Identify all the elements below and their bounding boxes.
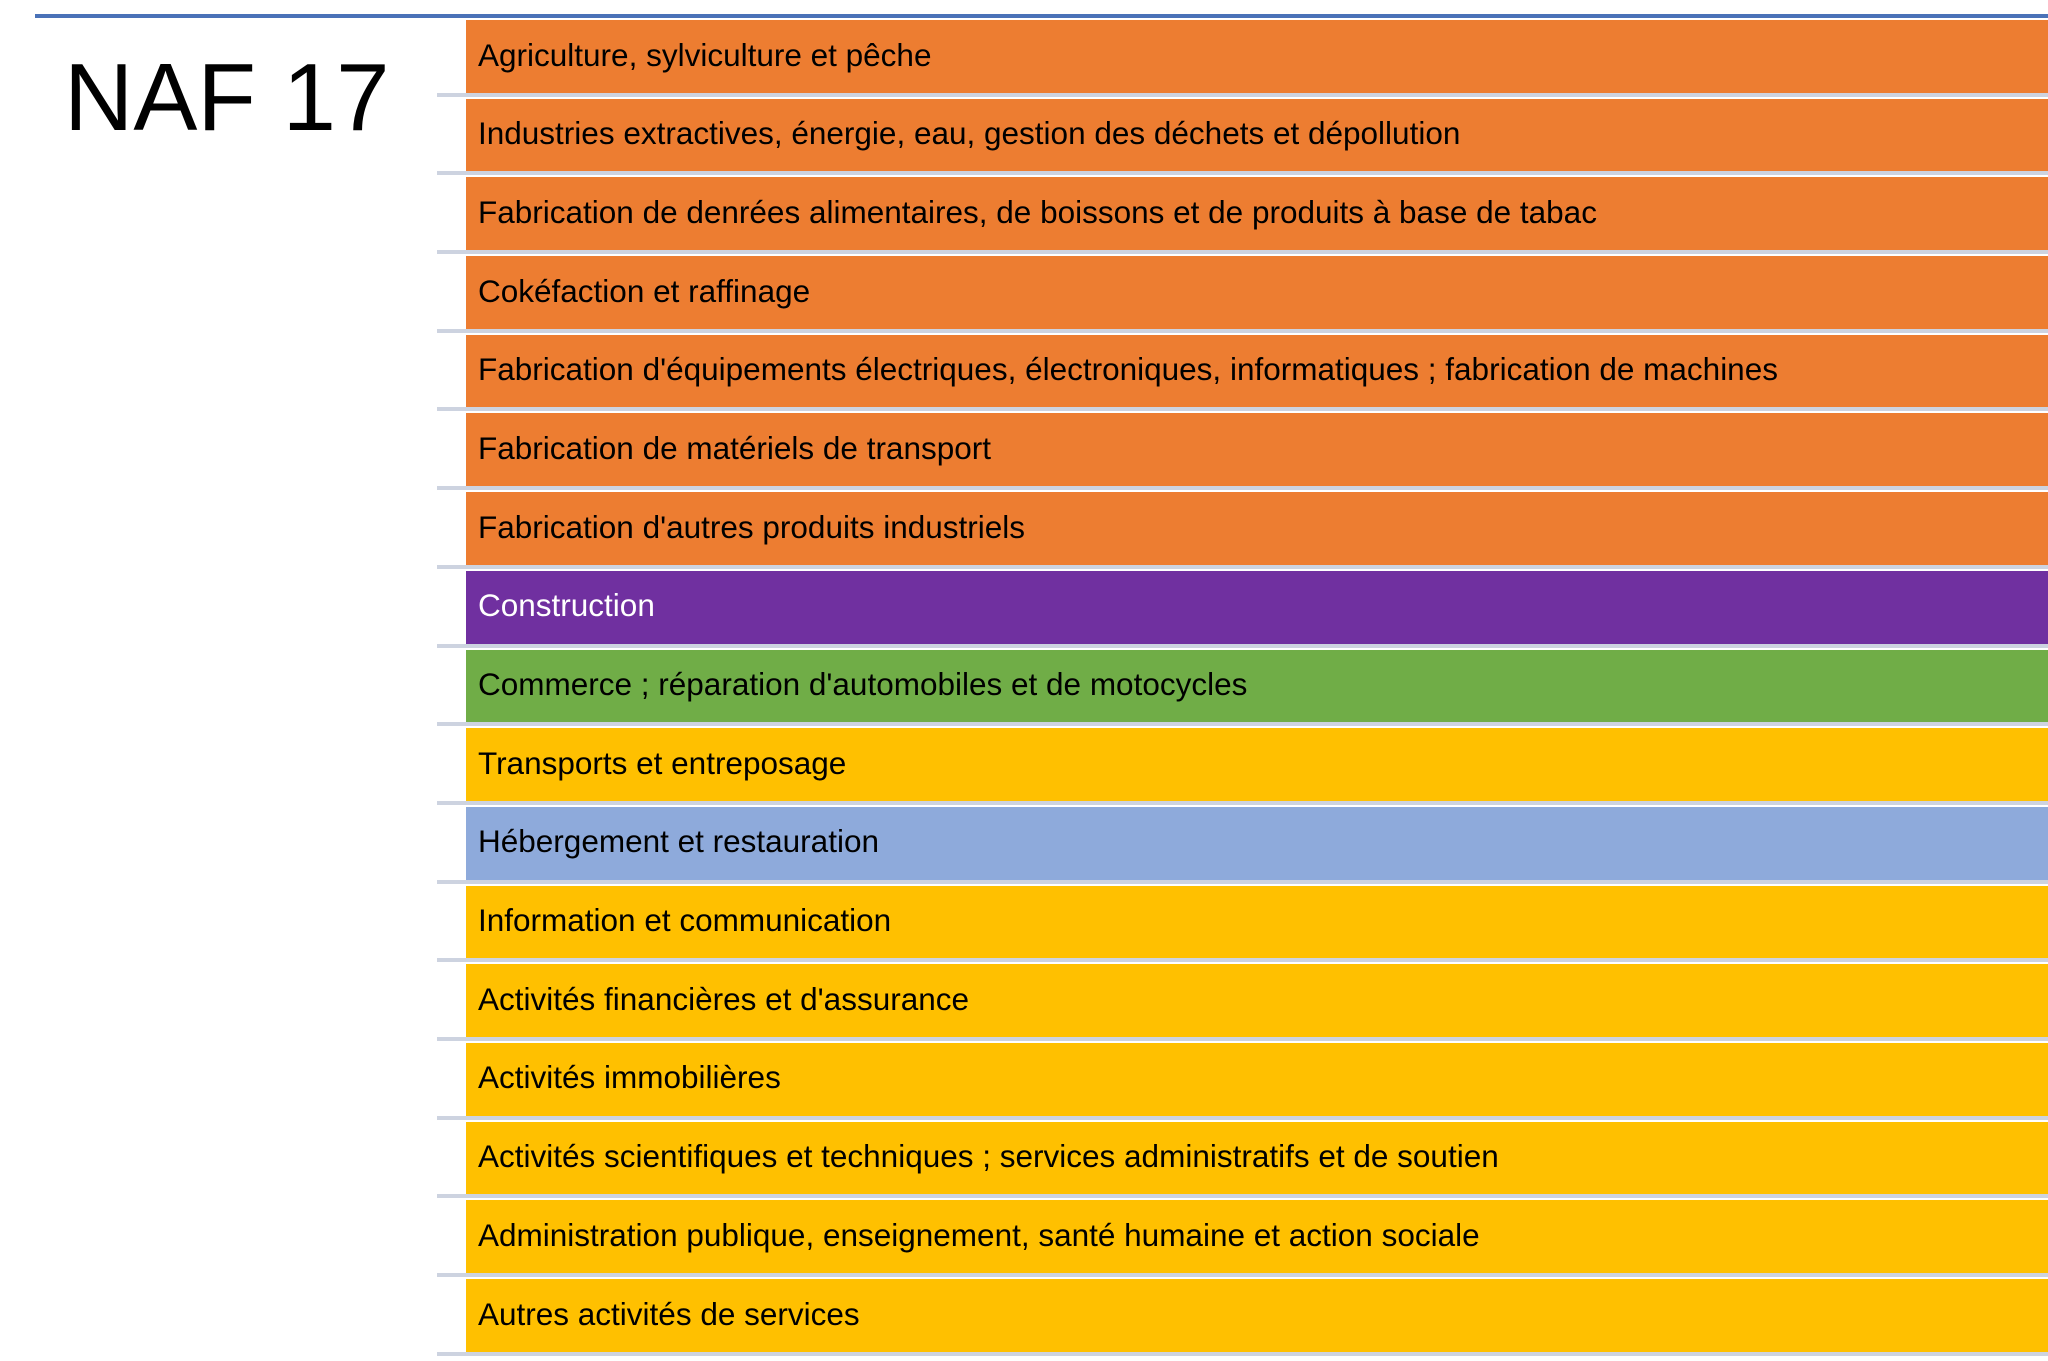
sector-row — [437, 254, 2048, 333]
sector-row — [437, 1041, 2048, 1120]
sector-label: Activités immobilières — [478, 1059, 781, 1096]
sector-label: Transports et entreposage — [478, 744, 847, 781]
sector-row — [437, 648, 2048, 727]
sector-label: Commerce ; réparation d'automobiles et de motocycles — [478, 666, 1248, 702]
sector-label: Industries extractives, énergie, eau, gestion des déchets et dépollution — [478, 115, 1461, 152]
sector-label: Information et communication — [478, 902, 892, 939]
sector-label: Fabrication de denrées alimentaires, de boissons et de produits à base de tabac — [478, 193, 1597, 230]
sector-label: Fabrication d'équipements électriques, électroniques, informatiques ; fabrication de machines — [478, 351, 1778, 388]
sector-row — [437, 1120, 2048, 1199]
sector-row — [437, 726, 2048, 805]
sector-row — [437, 18, 2048, 97]
sector-row — [437, 97, 2048, 176]
sector-row — [437, 962, 2048, 1041]
sector-label: Fabrication d'autres produits industriels — [478, 508, 1026, 545]
sector-row — [437, 490, 2048, 569]
sector-label: Fabrication de matériels de transport — [478, 429, 991, 466]
sector-label: Hébergement et restauration — [478, 823, 879, 860]
sector-label: Autres activités de services — [478, 1295, 860, 1332]
sector-list — [437, 18, 2048, 1356]
sector-row — [437, 175, 2048, 254]
sector-label: Agriculture, sylviculture et pêche — [478, 36, 932, 73]
sector-row — [437, 805, 2048, 884]
sector-label: Construction — [478, 587, 655, 624]
sector-row — [437, 884, 2048, 963]
sector-row — [437, 411, 2048, 490]
sector-label: Administration publique, enseignement, santé humaine et action sociale — [478, 1216, 1480, 1253]
sector-label: Activités financières et d'assurance — [478, 980, 970, 1017]
sector-row — [437, 333, 2048, 412]
sector-label: Activités scientifiques et techniques ; services administratifs et de soutien — [478, 1138, 1499, 1175]
row-separator — [437, 1352, 2048, 1356]
sector-bar — [466, 571, 2048, 644]
sector-row — [437, 1198, 2048, 1277]
sector-label: Cokéfaction et raffinage — [478, 272, 811, 309]
sector-row — [437, 569, 2048, 648]
sector-row — [437, 1277, 2048, 1356]
page-title: NAF 17 — [64, 44, 390, 151]
